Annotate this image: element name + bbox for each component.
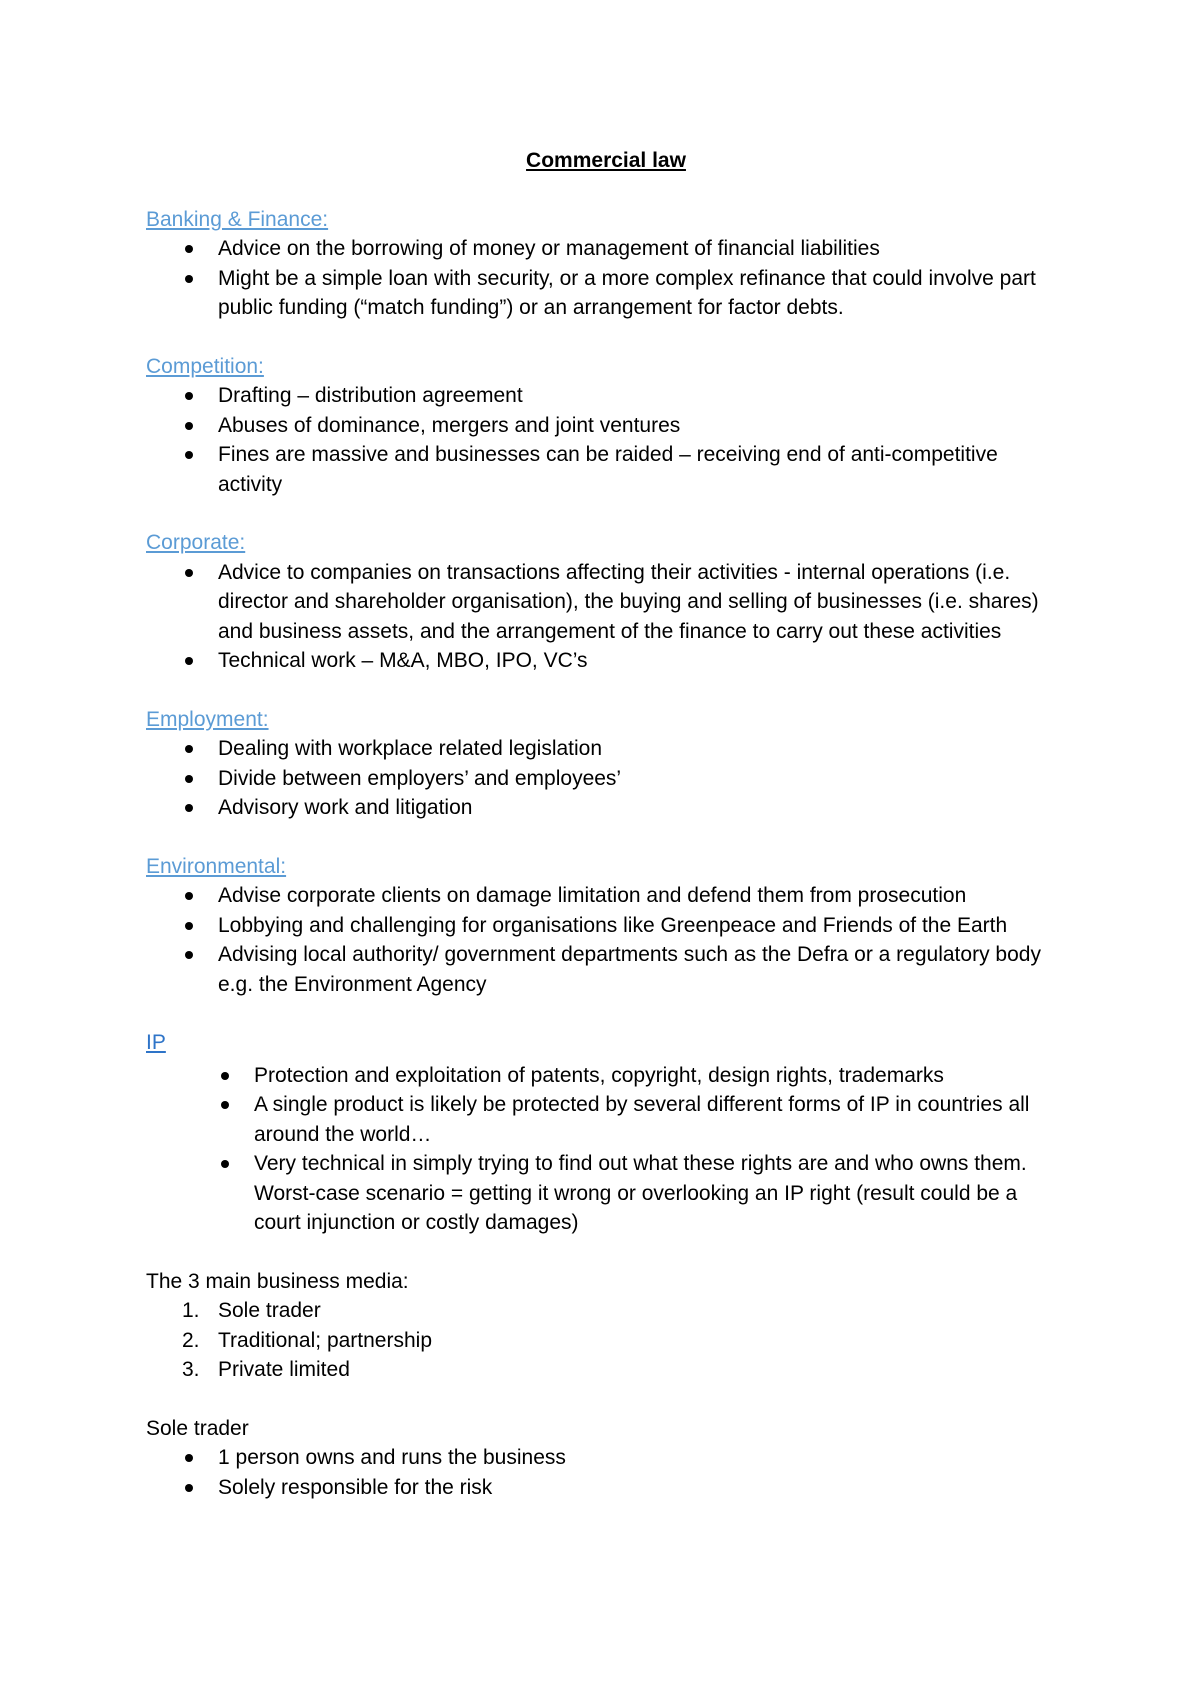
numbered-item [146, 1326, 1066, 1356]
list-item: Very technical in simply trying to find out what these rights are and who owns them. Worst-case scenario = getting it wrong or overlooking an IP right (result could be a court injunction or costly damages) [146, 1149, 1066, 1238]
page-title: Commercial law [526, 149, 686, 172]
list-item: 1 person owns and runs the business [146, 1443, 1066, 1473]
section-competition [146, 352, 1066, 500]
list-item: Advisory work and litigation [146, 793, 1066, 823]
section-ip [146, 1028, 1066, 1238]
list-item: Technical work – M&A, MBO, IPO, VC’s [146, 646, 1066, 676]
item-number: 3. [182, 1358, 200, 1381]
list-item: Protection and exploitation of patents, copyright, design rights, trademarks [146, 1061, 1066, 1091]
section-business-media [146, 1267, 1066, 1385]
list-item: Advice to companies on transactions affecting their activities - internal operations (i.e. director and shareholder organisation), the buying and selling of businesses (i.e. shares) and business assets, and the arrangement of the finance to carry out these activities [146, 558, 1066, 647]
media-intro: The 3 main business media: [146, 1269, 409, 1293]
item-text: Private limited [218, 1358, 350, 1381]
section-sole-trader [146, 1414, 1066, 1503]
list-item: Advice on the borrowing of money or management of financial liabilities [146, 234, 1066, 264]
list-item: Fines are massive and businesses can be raided – receiving end of anti-competitive activity [146, 440, 1066, 499]
list-item: Drafting – distribution agreement [146, 381, 1066, 411]
list-item: Divide between employers’ and employees’ [146, 764, 1066, 794]
item-text: Traditional; partnership [218, 1328, 432, 1352]
list-item: Dealing with workplace related legislation [146, 734, 1066, 764]
section-banking-finance [146, 205, 1066, 323]
section-heading: Competition: [146, 354, 264, 378]
section-heading: Corporate: [146, 531, 246, 554]
item-number: 2. [182, 1328, 200, 1352]
section-heading: Banking & Finance: [146, 207, 329, 231]
list-item: Advise corporate clients on damage limitation and defend them from prosecution [146, 881, 1066, 911]
item-number: 1. [182, 1299, 200, 1322]
sole-trader-heading: Sole trader [146, 1416, 249, 1440]
numbered-item [146, 1355, 1066, 1385]
list-item: A single product is likely be protected by several different forms of IP in countries all around the world… [146, 1090, 1066, 1149]
section-employment [146, 705, 1066, 823]
section-heading: Employment: [146, 707, 269, 731]
list-item: Lobbying and challenging for organisations like Greenpeace and Friends of the Earth [146, 911, 1066, 941]
list-item: Advising local authority/ government departments such as the Defra or a regulatory body e.g. the Environment Agency [146, 940, 1066, 999]
document-page [146, 146, 1066, 1531]
numbered-item [146, 1296, 1066, 1326]
section-heading: IP [146, 1031, 166, 1054]
section-environmental [146, 852, 1066, 1000]
section-corporate [146, 528, 1066, 676]
list-item: Might be a simple loan with security, or a more complex refinance that could involve part public funding (“match funding”) or an arrangement for factor debts. [146, 264, 1066, 323]
item-text: Sole trader [218, 1299, 321, 1322]
list-item: Abuses of dominance, mergers and joint ventures [146, 411, 1066, 441]
section-heading: Environmental: [146, 854, 287, 878]
list-item: Solely responsible for the risk [146, 1473, 1066, 1503]
